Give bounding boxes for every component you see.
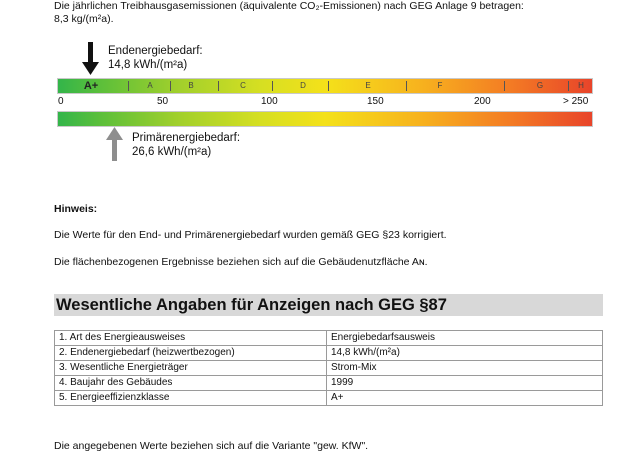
arrow-up-icon [106, 127, 124, 161]
table-cell-key: 4. Baujahr des Gebäudes [55, 376, 327, 391]
table-row [55, 391, 603, 406]
tick-250: > 250 [563, 96, 589, 107]
tick-50: 50 [157, 96, 169, 107]
class-b: B [188, 81, 194, 90]
primaer-block [132, 131, 240, 159]
table-cell-key: 2. Endenergiebedarf (heizwertbezogen) [55, 346, 327, 361]
table-cell-key: 5. Energieeffizienzklasse [55, 391, 327, 406]
energy-scale-bar [57, 78, 593, 94]
class-f: F [437, 81, 443, 90]
primaer-value: 26,6 kWh/(m²a) [132, 146, 212, 158]
class-divider [218, 81, 219, 91]
hinweis-text-2: Die flächenbezogenen Ergebnisse beziehen sich auf die Gebäudenutzfläche Aɴ. [54, 256, 428, 268]
table-row [55, 376, 603, 391]
class-divider [272, 81, 273, 91]
footer-note: Die angegebenen Werte beziehen sich auf die Variante "gew. KfW". [54, 440, 369, 452]
class-h: H [578, 81, 584, 90]
hinweis-title: Hinweis: [54, 203, 98, 215]
class-divider [504, 81, 505, 91]
table-cell-value: 14,8 kWh/(m²a) [327, 346, 603, 361]
table-row [55, 331, 603, 346]
class-divider [406, 81, 407, 91]
endenergie-block [108, 44, 203, 72]
hinweis-text-1: Die Werte für den End- und Primärenergiebedarf wurden gemäß GEG §23 korrigiert. [54, 229, 447, 241]
class-a-plus: A+ [83, 80, 99, 92]
table-cell-value: Strom-Mix [327, 361, 603, 376]
class-e: E [365, 81, 371, 90]
class-divider [128, 81, 129, 91]
info-table [54, 330, 603, 406]
intro-line-2: 8,3 kg/(m²a). [54, 13, 114, 25]
table-row [55, 346, 603, 361]
energy-gradient-bar [57, 111, 593, 127]
class-divider [328, 81, 329, 91]
tick-0: 0 [58, 96, 64, 107]
tick-200: 200 [474, 96, 491, 107]
table-cell-value: 1999 [327, 376, 603, 391]
primaer-label: Primärenergiebedarf: [132, 132, 241, 144]
class-divider [568, 81, 569, 91]
table-cell-key: 3. Wesentliche Energieträger [55, 361, 327, 376]
endenergie-value: 14,8 kWh/(m²a) [108, 59, 188, 71]
arrow-down-icon [82, 42, 100, 76]
table-cell-value: Energiebedarfsausweis [327, 331, 603, 346]
class-a: A [147, 81, 153, 90]
tick-150: 150 [367, 96, 384, 107]
table-cell-key: 1. Art des Energieausweises [55, 331, 327, 346]
intro-line-1: Die jährlichen Treibhausgasemissionen (äquivalente CO₂-Emissionen) nach GEG Anlage 9 betragen: [54, 0, 524, 12]
class-g: G [536, 81, 544, 90]
table-cell-value: A+ [327, 391, 603, 406]
intro-text [54, 0, 574, 26]
class-d: D [300, 81, 306, 90]
endenergie-label: Endenergiebedarf: [108, 45, 203, 57]
section-title: Wesentliche Angaben für Anzeigen nach GEG §87 [54, 294, 603, 316]
table-row [55, 361, 603, 376]
class-c: C [240, 81, 246, 90]
tick-100: 100 [261, 96, 278, 107]
